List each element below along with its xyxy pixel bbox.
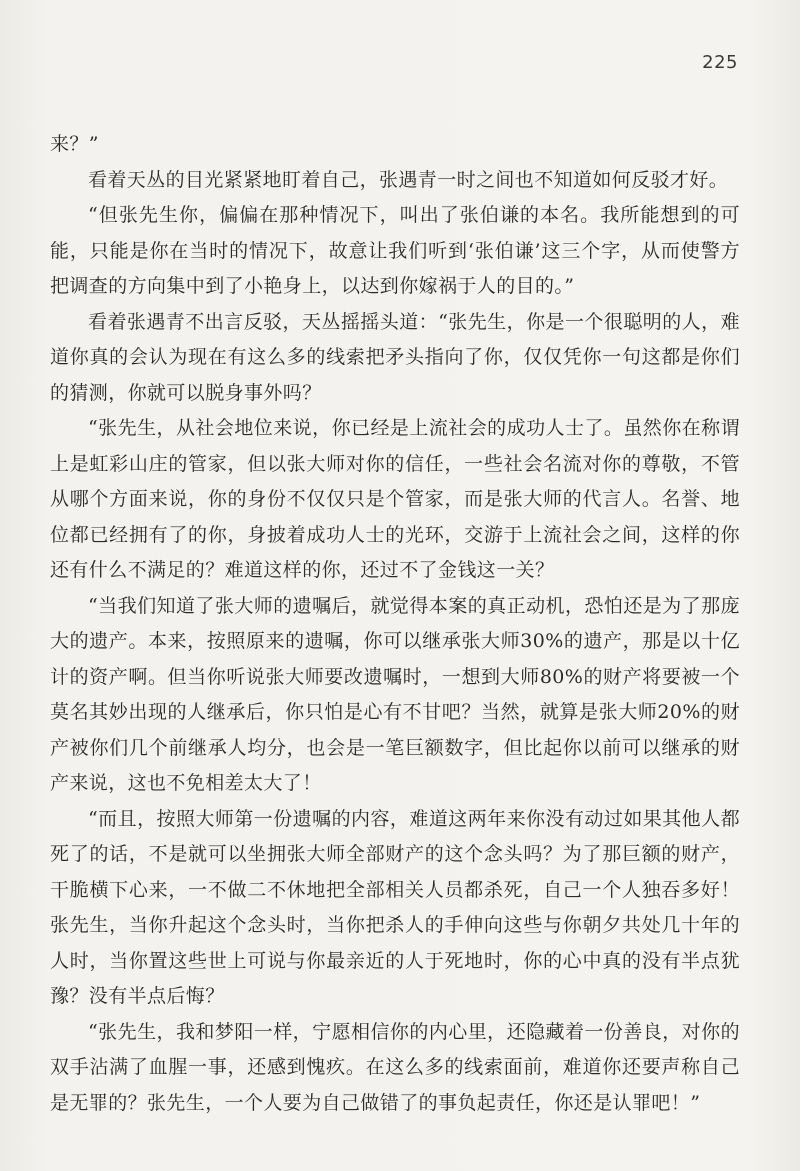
paragraph: 看着张遇青不出言反驳，天丛摇摇头道：“张先生，你是一个很聪明的人，难道你真的会认为现在有这么多的线索把矛头指向了你，仅仅凭你一句这都是你们的猜测，你就可以脱身事外吗？ [50, 310, 740, 404]
paragraph: “张先生，我和梦阳一样，宁愿相信你的内心里，还隐藏着一份善良，对你的双手沾满了血腥一事，还感到愧疚。在这么多的线索面前，难道你还要声称自己是无罪的？张先生，一个人要为自己做错了的事负起责任，你还是认罪吧！” [50, 1020, 740, 1114]
paragraph: “当我们知道了张大师的遗嘱后，就觉得本案的真正动机，恐怕还是为了那庞大的遗产。本来，按照原来的遗嘱，你可以继承张大师30%的遗产，那是以十亿计的资产啊。但当你听说张大师要改遗嘱时，一想到大师80%的财产将要被一个莫名其妙出现的人继承后，你只怕是心有不甘吧？当然，就算是张大师20%的财产被你们几个前继承人均分，也会是一笔巨额数字，但比起你以前可以继承的财产来说，这也不免相差太大了！ [50, 594, 740, 794]
page-number: 225 [702, 52, 738, 73]
paragraph: “但张先生你，偏偏在那种情况下，叫出了张伯谦的本名。我所能想到的可能，只能是你在当时的情况下，故意让我们听到‘张伯谦’这三个字，从而使警方把调查的方向集中到了小艳身上，以达到你嫁祸于人的目的。” [50, 204, 740, 297]
body-text [50, 127, 740, 1121]
paragraph: 看着天丛的目光紧紧地盯着自己，张遇青一时之间也不知道如何反驳才好。 [88, 168, 729, 191]
paragraph: 来？” [50, 133, 99, 155]
paragraph: “张先生，从社会地位来说，你已经是上流社会的成功人士了。虽然你在称谓上是虹彩山庄的管家，但以张大师对你的信任，一些社会名流对你的尊敬，不管从哪个方面来说，你的身份不仅仅只是个管家，而是张大师的代言人。名誉、地位都已经拥有了的你，身披着成功人士的光环，交游于上流社会之间，这样的你还有什么不满足的？难道这样的你，还过不了金钱这一关？ [50, 417, 740, 581]
paragraph: “而且，按照大师第一份遗嘱的内容，难道这两年来你没有动过如果其他人都死了的话，不是就可以坐拥张大师全部财产的这个念头吗？为了那巨额的财产，干脆横下心来，一不做二不休地把全部相关人员都杀死，自己一个人独吞多好！张先生，当你升起这个念头时，当你把杀人的手伸向这些与你朝夕共处几十年的人时，当你置这些世上可说与你最亲近的人于死地时，你的心中真的没有半点犹豫？没有半点后悔？ [50, 807, 740, 1007]
